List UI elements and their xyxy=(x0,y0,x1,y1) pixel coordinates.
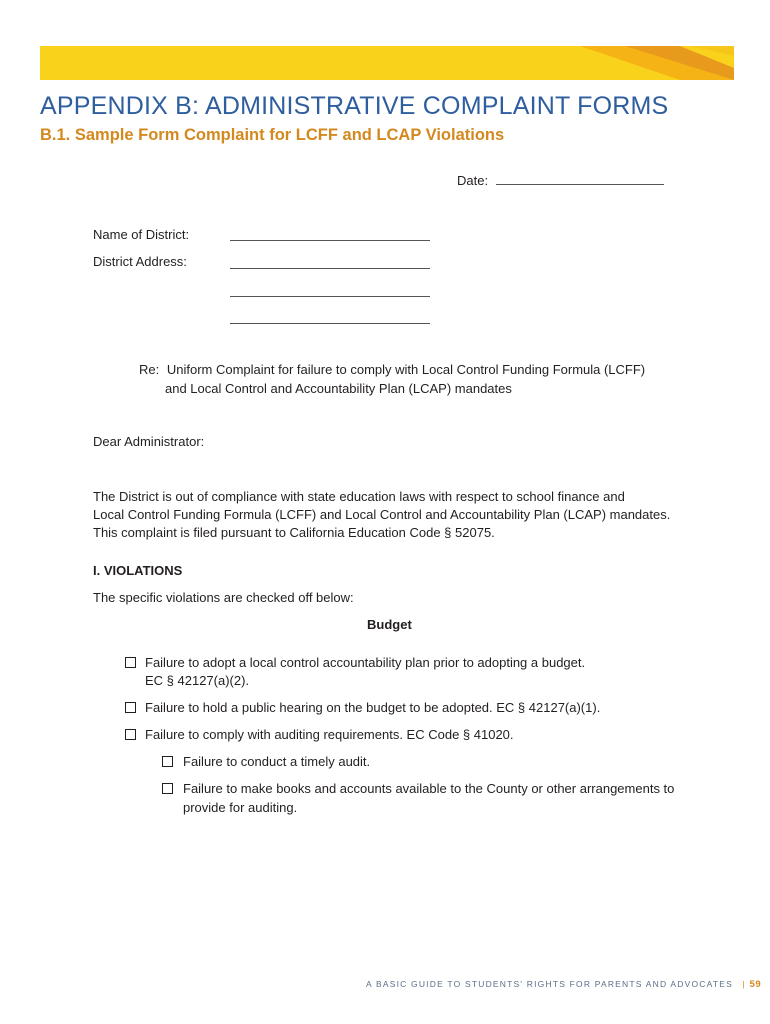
violation-subitem-1: Failure to conduct a timely audit. xyxy=(183,754,371,769)
page-footer xyxy=(366,979,761,990)
re-prefix: Re: xyxy=(139,362,160,377)
checkbox-adopt-lcap[interactable] xyxy=(125,657,136,668)
checkbox-timely-audit[interactable] xyxy=(162,756,173,767)
re-text-1: Uniform Complaint for failure to comply with Local Control Funding Formula (LCFF) xyxy=(166,362,646,377)
intro-line-3: This complaint is filed pursuant to California Education Code § 52075. xyxy=(93,525,495,540)
district-address-field-1[interactable] xyxy=(230,268,430,269)
footer-divider: | xyxy=(742,979,746,989)
re-line xyxy=(139,361,645,379)
district-address-field-3[interactable] xyxy=(230,323,430,324)
page-title: APPENDIX B: ADMINISTRATIVE COMPLAINT FORMS xyxy=(40,92,669,120)
date-label: Date: xyxy=(457,173,489,188)
page-subtitle: B.1. Sample Form Complaint for LCFF and LCAP Violations xyxy=(40,126,505,144)
salutation: Dear Administrator: xyxy=(93,434,205,449)
banner-stripes xyxy=(40,46,734,80)
district-name-field[interactable] xyxy=(230,240,430,241)
violation-subitem-2-line-2: provide for auditing. xyxy=(183,800,298,815)
district-address-label: District Address: xyxy=(93,254,187,269)
checkbox-books-accounts[interactable] xyxy=(162,783,173,794)
checkbox-auditing[interactable] xyxy=(125,729,136,740)
budget-heading: Budget xyxy=(367,617,412,632)
footer-guide-title: A BASIC GUIDE TO STUDENTS' RIGHTS FOR PARENTS AND ADVOCATES xyxy=(366,979,733,989)
violations-intro: The specific violations are checked off below: xyxy=(93,590,354,605)
violation-subitem-2-line-1: Failure to make books and accounts available to the County or other arrangements to xyxy=(183,781,675,796)
date-field[interactable] xyxy=(496,172,664,185)
violation-item-1-line-1: Failure to adopt a local control accountability plan prior to adopting a budget. xyxy=(145,655,586,670)
district-name-label: Name of District: xyxy=(93,227,190,242)
violations-heading: I. VIOLATIONS xyxy=(93,563,183,578)
intro-line-2: Local Control Funding Formula (LCFF) and Local Control and Accountability Plan (LCAP) mandates. xyxy=(93,507,671,522)
district-address-field-2[interactable] xyxy=(230,296,430,297)
violation-item-1-line-2: EC § 42127(a)(2). xyxy=(145,673,250,688)
intro-line-1: The District is out of compliance with state education laws with respect to school finance and xyxy=(93,489,625,504)
date-row xyxy=(457,172,664,190)
header-banner xyxy=(40,46,734,80)
violation-item-2: Failure to hold a public hearing on the budget to be adopted. EC § 42127(a)(1). xyxy=(145,700,601,715)
page-number: 59 xyxy=(749,979,762,990)
checkbox-public-hearing[interactable] xyxy=(125,702,136,713)
re-text-2: and Local Control and Accountability Plan (LCAP) mandates xyxy=(165,381,512,396)
violation-item-3: Failure to comply with auditing requirements. EC Code § 41020. xyxy=(145,727,514,742)
